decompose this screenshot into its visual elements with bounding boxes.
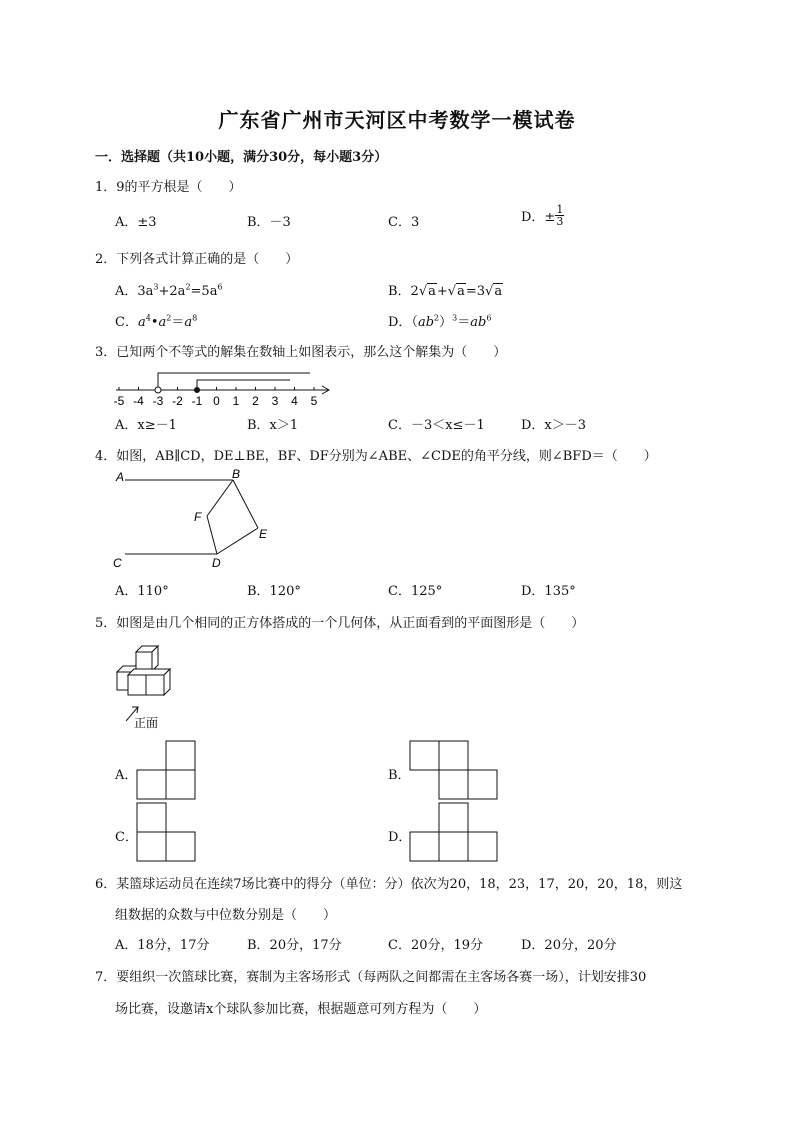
q5-option-c-figure xyxy=(137,803,197,863)
question-5-stem: 5．如图是由几个相同的正方体搭成的一个几何体，从正面看到的平面图形是（ ） xyxy=(95,616,585,631)
question-6-stem-line-1: 6．某篮球运动员在连续7场比赛中的得分（单位：分）依次为20，18，23，17，20，20，18，则这 xyxy=(95,877,683,892)
q1-option-c: C．3 xyxy=(388,215,420,230)
q6-option-a: A．18分，17分 xyxy=(115,938,210,953)
question-2-stem: 2．下列各式计算正确的是（ ） xyxy=(95,252,299,267)
open-circle-mark xyxy=(155,387,161,393)
question-7-stem-line-2: 场比赛，设邀请x个球队参加比赛，根据题意可列方程为（ ） xyxy=(115,1002,487,1017)
number-line-tick-label: -2 xyxy=(172,394,183,408)
question-6-stem-line-2: 组数据的众数与中位数分别是（ ） xyxy=(115,908,337,923)
q2-option-c: C．$a^4•a^2=a^8$ xyxy=(115,313,198,330)
number-line-tick-label: 1 xyxy=(232,394,240,408)
q3-option-a: A．x≥－1 xyxy=(115,418,177,433)
question-3-stem: 3．已知两个不等式的解集在数轴上如图表示，那么这个解集为（ ） xyxy=(95,345,507,360)
question-7-stem-line-1: 7．要组织一次篮球比赛，赛制为主客场形式（每两队之间都需在主客场各赛一场），计划安排30 xyxy=(95,970,647,985)
q6-option-b: B．20分，17分 xyxy=(247,938,342,953)
label-c: C xyxy=(113,556,122,570)
q5-option-a: A． xyxy=(115,768,138,783)
label-d: D xyxy=(212,556,221,570)
number-line-tick-label: -1 xyxy=(191,394,203,408)
number-line-tick-label: 3 xyxy=(271,394,279,408)
fraction-one-third: $\frac{1}{3}$ xyxy=(556,203,564,228)
number-line-tick-label: 0 xyxy=(213,394,220,408)
q5-option-b: B． xyxy=(388,768,411,783)
parallel-lines-figure xyxy=(110,466,280,576)
q4-option-c: C．125° xyxy=(388,584,443,599)
q3-option-c: C．－3＜x≤－1 xyxy=(388,418,485,433)
q5-option-c: C． xyxy=(115,830,138,845)
q5-option-b-figure xyxy=(410,741,500,801)
label-e: E xyxy=(259,527,268,541)
number-line-tick-label: -3 xyxy=(152,394,164,408)
section-heading: 一．选择题（共10小题，满分30分，每小题3分） xyxy=(95,150,388,165)
question-1-stem: 1．9的平方根是（ ） xyxy=(95,180,242,195)
number-line-tick-label: -5 xyxy=(113,394,125,408)
number-line-figure xyxy=(110,360,340,410)
q5-option-a-figure xyxy=(137,741,197,801)
q3-option-d: D．x＞－3 xyxy=(521,418,587,433)
number-line-tick-label: 5 xyxy=(310,394,318,408)
q4-option-d: D．135° xyxy=(521,584,576,599)
q3-option-b: B．x＞1 xyxy=(247,418,299,433)
question-4-stem: 4．如图，AB∥CD，DE⊥BE，BF、DF分别为∠ABE、∠CDE的角平分线，则∠BFD＝（ ） xyxy=(95,449,657,464)
q6-option-d: D．20分，20分 xyxy=(521,938,617,953)
q2-option-a: A．$3a^3+2a^2=5a^6$ xyxy=(115,282,223,299)
cube-stack-figure xyxy=(112,644,182,730)
number-line-tick-label: 4 xyxy=(291,394,298,408)
number-line-tick-label: -4 xyxy=(133,394,144,408)
label-f: F xyxy=(194,510,202,524)
q5-option-d-figure xyxy=(410,803,500,863)
q2-option-d: D．$(ab^2)^3=ab^6$ xyxy=(388,313,492,330)
q6-option-c: C．20分，19分 xyxy=(388,938,484,953)
q4-option-b: B．120° xyxy=(247,584,301,599)
q1-option-b: B．－3 xyxy=(247,215,291,230)
number-line-tick-label: 2 xyxy=(252,394,259,408)
closed-circle-mark xyxy=(194,387,200,393)
label-b: B xyxy=(232,467,241,481)
q1-option-a: A．±3 xyxy=(115,215,157,230)
q5-option-d: D． xyxy=(388,830,412,845)
q2-option-b: B．2√a+√a=3√a xyxy=(388,284,503,299)
front-view-label: 正面 xyxy=(134,716,159,730)
page-title: 广东省广州市天河区中考数学一模试卷 xyxy=(218,108,576,132)
label-a: A xyxy=(116,470,125,484)
q4-option-a: A．110° xyxy=(115,584,169,599)
q1-option-d: D．± $\frac{1}{3}$ xyxy=(521,203,564,228)
